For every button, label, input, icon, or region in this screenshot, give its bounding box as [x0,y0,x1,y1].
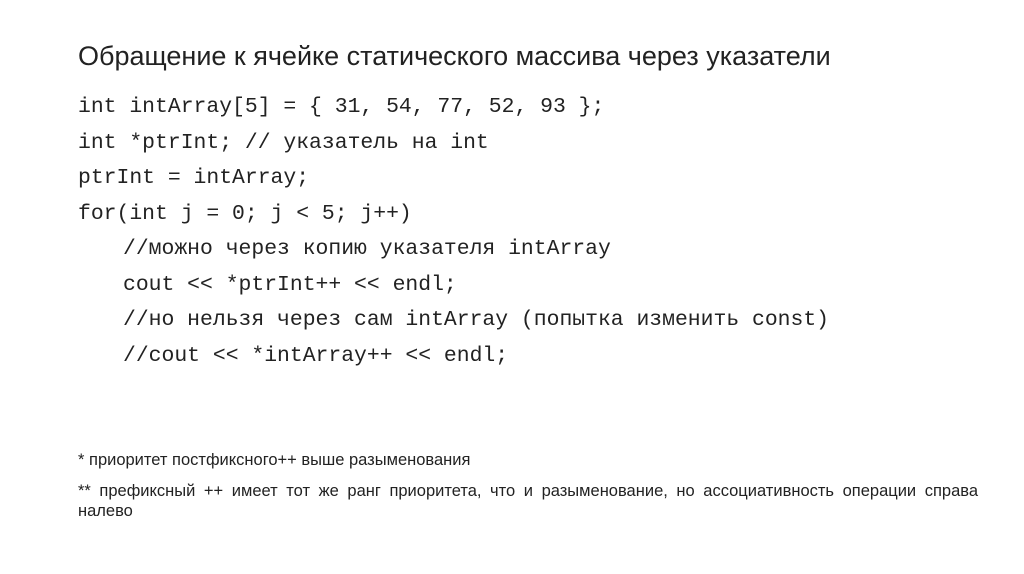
footnote-prefix-associativity: ** префиксный ++ имеет тот же ранг приоритета, что и разыменование, но ассоциативность операции справа налево [78,482,978,520]
code-line-for-loop: for(int j = 0; j < 5; j++) [78,201,412,226]
code-line-cout-pointer: cout << *ptrInt++ << endl; [123,272,457,297]
code-line-array-declaration: int intArray[5] = { 31, 54, 77, 52, 93 }; [78,95,605,119]
code-line-comment-const: //но нельзя через сам intArray (попытка изменить const) [123,308,830,332]
code-line-commented-cout: //cout << *intArray++ << endl; [123,343,509,368]
code-line-pointer-declaration: int *ptrInt; // указатель на int [78,130,489,155]
code-line-pointer-assignment: ptrInt = intArray; [78,166,310,190]
footnotes [78,450,978,521]
code-line-comment-copy: //можно через копию указателя intArray [123,237,611,261]
slide-title: Обращение к ячейке статического массива через указатели [78,41,831,71]
footnote-postfix-priority: * приоритет постфиксного++ выше разыменования [78,451,471,469]
code-block [78,90,998,374]
